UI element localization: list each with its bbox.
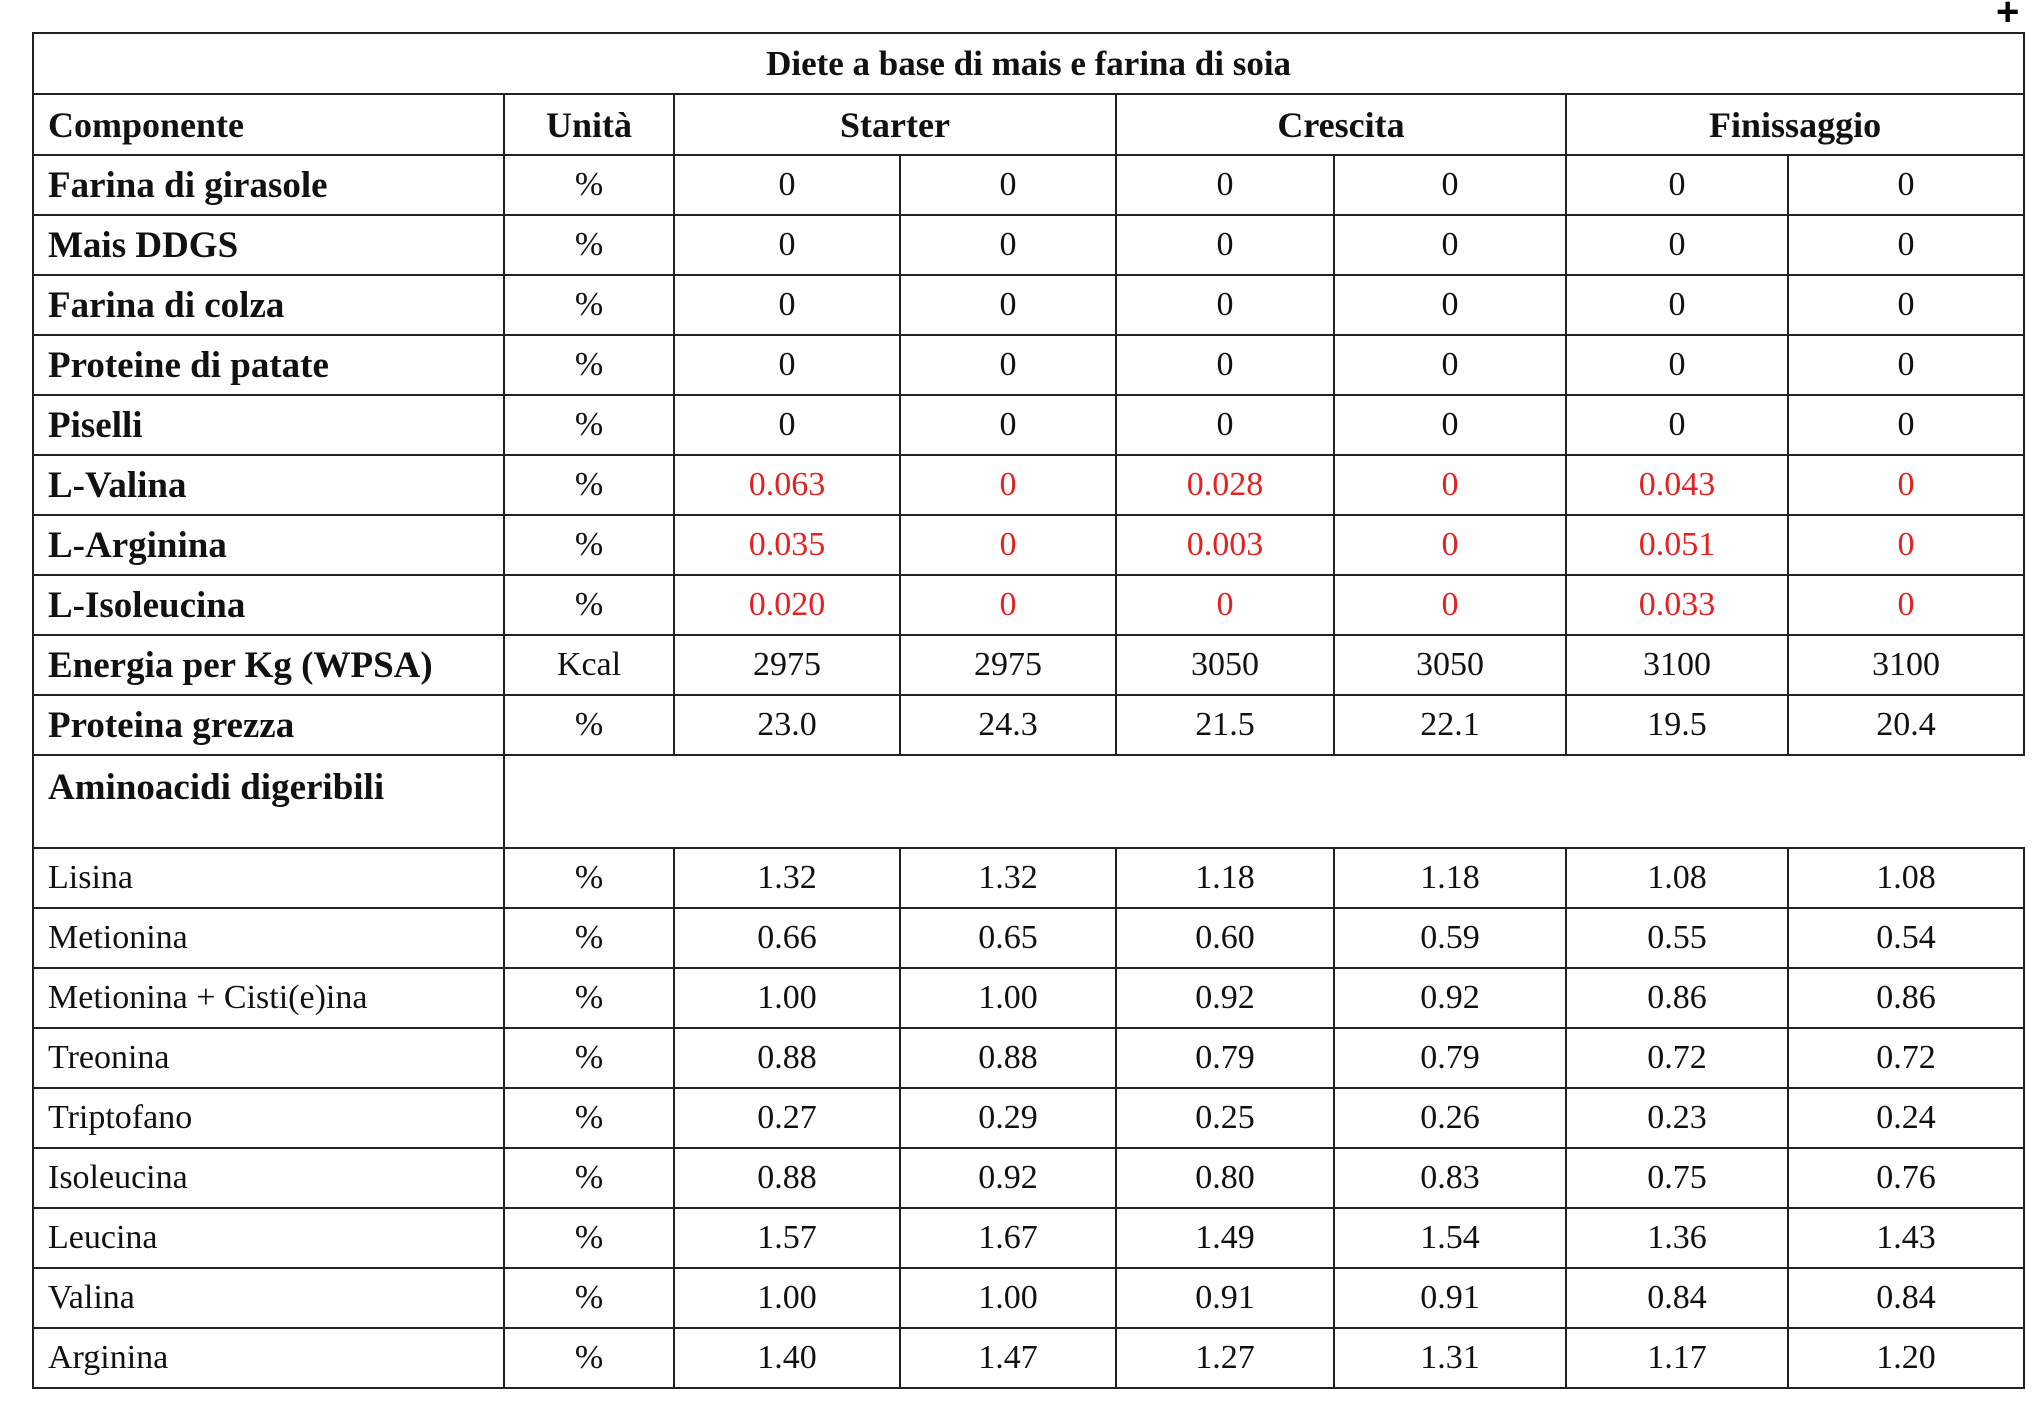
row-value: 3100: [1788, 635, 2024, 695]
row-value: 0: [1116, 215, 1334, 275]
row-value: 0: [1788, 275, 2024, 335]
row-value: 1.47: [900, 1328, 1116, 1388]
row-unit: %: [504, 215, 674, 275]
row-value: 0.91: [1334, 1268, 1566, 1328]
row-value: 1.32: [674, 848, 900, 908]
row-value: 1.40: [674, 1328, 900, 1388]
row-label: Farina di colza: [33, 275, 504, 335]
diet-table: [32, 32, 2025, 1389]
row-value: 0.92: [900, 1148, 1116, 1208]
table-row: [33, 455, 2024, 515]
row-unit: %: [504, 695, 674, 755]
row-value: 0.72: [1566, 1028, 1788, 1088]
row-value: 0.65: [900, 908, 1116, 968]
row-value: 0: [900, 455, 1116, 515]
row-value: 0: [1334, 335, 1566, 395]
row-value: 0: [900, 155, 1116, 215]
row-value: 0.003: [1116, 515, 1334, 575]
header-phase-starter: Starter: [674, 94, 1116, 155]
row-unit: Kcal: [504, 635, 674, 695]
row-value: 0.028: [1116, 455, 1334, 515]
row-value: 1.43: [1788, 1208, 2024, 1268]
row-value: 0: [1116, 155, 1334, 215]
row-value: 1.00: [674, 968, 900, 1028]
table-row: [33, 908, 2024, 968]
row-value: 2975: [674, 635, 900, 695]
row-value: 0.063: [674, 455, 900, 515]
row-label: Lisina: [33, 848, 504, 908]
row-value: 0: [1334, 455, 1566, 515]
row-label: Valina: [33, 1268, 504, 1328]
row-value: 0.27: [674, 1088, 900, 1148]
row-label: Treonina: [33, 1028, 504, 1088]
table-title: Diete a base di mais e farina di soia: [33, 33, 2024, 94]
row-unit: %: [504, 848, 674, 908]
section-blank: [504, 755, 2024, 848]
row-value: 0.88: [674, 1148, 900, 1208]
row-value: 3050: [1116, 635, 1334, 695]
row-unit: %: [504, 1088, 674, 1148]
row-value: 0: [674, 395, 900, 455]
row-unit: %: [504, 1208, 674, 1268]
row-value: 0.83: [1334, 1148, 1566, 1208]
row-value: 3100: [1566, 635, 1788, 695]
row-label: L-Valina: [33, 455, 504, 515]
table-row: [33, 968, 2024, 1028]
row-unit: %: [504, 908, 674, 968]
row-label: Mais DDGS: [33, 215, 504, 275]
table-row: [33, 1088, 2024, 1148]
row-value: 0: [1116, 275, 1334, 335]
row-value: 1.54: [1334, 1208, 1566, 1268]
row-value: 0.84: [1566, 1268, 1788, 1328]
row-value: 1.08: [1788, 848, 2024, 908]
table-row: [33, 1028, 2024, 1088]
row-value: 0.033: [1566, 575, 1788, 635]
row-value: 0.88: [900, 1028, 1116, 1088]
table-row: [33, 395, 2024, 455]
row-unit: %: [504, 335, 674, 395]
row-value: 0.29: [900, 1088, 1116, 1148]
row-value: 0: [1566, 395, 1788, 455]
row-value: 0: [1116, 335, 1334, 395]
row-unit: %: [504, 395, 674, 455]
table-row: [33, 215, 2024, 275]
row-value: 0: [900, 275, 1116, 335]
row-value: 1.57: [674, 1208, 900, 1268]
section-label: Aminoacidi digeribili: [33, 755, 504, 848]
row-value: 1.32: [900, 848, 1116, 908]
row-label: Farina di girasole: [33, 155, 504, 215]
row-value: 0.23: [1566, 1088, 1788, 1148]
row-label: Arginina: [33, 1328, 504, 1388]
row-value: 1.67: [900, 1208, 1116, 1268]
row-value: 0: [1334, 155, 1566, 215]
header-unit: Unità: [504, 94, 674, 155]
row-value: 24.3: [900, 695, 1116, 755]
row-value: 0: [1116, 395, 1334, 455]
row-value: 0.92: [1334, 968, 1566, 1028]
row-unit: %: [504, 1268, 674, 1328]
row-value: 0.86: [1788, 968, 2024, 1028]
row-value: 0.020: [674, 575, 900, 635]
table-row: [33, 155, 2024, 215]
row-value: 1.00: [674, 1268, 900, 1328]
row-value: 23.0: [674, 695, 900, 755]
row-value: 0: [1334, 395, 1566, 455]
row-unit: %: [504, 1148, 674, 1208]
row-value: 1.36: [1566, 1208, 1788, 1268]
row-label: Triptofano: [33, 1088, 504, 1148]
row-unit: %: [504, 275, 674, 335]
row-value: 0.043: [1566, 455, 1788, 515]
row-value: 0: [1566, 275, 1788, 335]
row-value: 0: [1566, 155, 1788, 215]
row-value: 1.49: [1116, 1208, 1334, 1268]
row-value: 0.26: [1334, 1088, 1566, 1148]
table-row: [33, 695, 2024, 755]
row-value: 0.91: [1116, 1268, 1334, 1328]
row-unit: %: [504, 455, 674, 515]
row-value: 0: [900, 335, 1116, 395]
row-value: 0: [1334, 275, 1566, 335]
row-value: 0: [1788, 515, 2024, 575]
row-value: 2975: [900, 635, 1116, 695]
row-value: 22.1: [1334, 695, 1566, 755]
row-value: 0.92: [1116, 968, 1334, 1028]
table-row: [33, 1328, 2024, 1388]
row-value: 0: [1566, 215, 1788, 275]
row-value: 0: [1334, 575, 1566, 635]
row-value: 0.75: [1566, 1148, 1788, 1208]
row-label: Piselli: [33, 395, 504, 455]
row-value: 0.60: [1116, 908, 1334, 968]
row-value: 0.59: [1334, 908, 1566, 968]
row-value: 1.08: [1566, 848, 1788, 908]
row-label: Proteina grezza: [33, 695, 504, 755]
row-value: 0.79: [1116, 1028, 1334, 1088]
row-value: 0: [1116, 575, 1334, 635]
row-value: 0: [674, 275, 900, 335]
table-row: [33, 635, 2024, 695]
row-value: 0: [1788, 215, 2024, 275]
row-value: 0.035: [674, 515, 900, 575]
header-component: Componente: [33, 94, 504, 155]
table-row: [33, 335, 2024, 395]
row-value: 0: [1334, 515, 1566, 575]
row-value: 1.18: [1116, 848, 1334, 908]
table-row: [33, 1148, 2024, 1208]
table-row: [33, 575, 2024, 635]
row-value: 0: [674, 335, 900, 395]
section-row: [33, 755, 2024, 848]
row-value: 0: [1788, 335, 2024, 395]
row-label: Energia per Kg (WPSA): [33, 635, 504, 695]
row-value: 0: [900, 215, 1116, 275]
row-value: 1.18: [1334, 848, 1566, 908]
add-icon[interactable]: +: [1996, 0, 2020, 34]
row-label: Metionina: [33, 908, 504, 968]
row-value: 0.86: [1566, 968, 1788, 1028]
row-value: 0: [1788, 155, 2024, 215]
row-value: 0.24: [1788, 1088, 2024, 1148]
row-value: 0.55: [1566, 908, 1788, 968]
row-value: 0.25: [1116, 1088, 1334, 1148]
row-unit: %: [504, 155, 674, 215]
row-value: 0: [1788, 575, 2024, 635]
table-row: [33, 1268, 2024, 1328]
row-label: Metionina + Cisti(e)ina: [33, 968, 504, 1028]
row-unit: %: [504, 515, 674, 575]
row-value: 0: [900, 515, 1116, 575]
row-unit: %: [504, 968, 674, 1028]
row-value: 0: [900, 575, 1116, 635]
row-value: 19.5: [1566, 695, 1788, 755]
row-unit: %: [504, 575, 674, 635]
row-value: 0: [1334, 215, 1566, 275]
row-value: 0.051: [1566, 515, 1788, 575]
table-row: [33, 1208, 2024, 1268]
row-value: 0.84: [1788, 1268, 2024, 1328]
row-value: 0: [674, 155, 900, 215]
row-value: 1.17: [1566, 1328, 1788, 1388]
row-value: 1.20: [1788, 1328, 2024, 1388]
row-unit: %: [504, 1028, 674, 1088]
row-label: Leucina: [33, 1208, 504, 1268]
row-value: 0.66: [674, 908, 900, 968]
row-value: 0: [1788, 395, 2024, 455]
table-row: [33, 275, 2024, 335]
row-value: 0.72: [1788, 1028, 2024, 1088]
row-value: 0: [1566, 335, 1788, 395]
row-value: 0.88: [674, 1028, 900, 1088]
row-value: 1.27: [1116, 1328, 1334, 1388]
row-value: 21.5: [1116, 695, 1334, 755]
row-label: Isoleucina: [33, 1148, 504, 1208]
row-value: 1.00: [900, 968, 1116, 1028]
header-phase-crescita: Crescita: [1116, 94, 1566, 155]
row-value: 0.80: [1116, 1148, 1334, 1208]
table-row: [33, 515, 2024, 575]
row-value: 0.54: [1788, 908, 2024, 968]
row-label: Proteine di patate: [33, 335, 504, 395]
header-phase-finissaggio: Finissaggio: [1566, 94, 2024, 155]
table-row: [33, 848, 2024, 908]
row-value: 0: [1788, 455, 2024, 515]
row-value: 0.76: [1788, 1148, 2024, 1208]
row-unit: %: [504, 1328, 674, 1388]
row-label: L-Isoleucina: [33, 575, 504, 635]
row-label: L-Arginina: [33, 515, 504, 575]
row-value: 0: [900, 395, 1116, 455]
row-value: 3050: [1334, 635, 1566, 695]
row-value: 1.00: [900, 1268, 1116, 1328]
row-value: 0: [674, 215, 900, 275]
row-value: 1.31: [1334, 1328, 1566, 1388]
row-value: 0.79: [1334, 1028, 1566, 1088]
row-value: 20.4: [1788, 695, 2024, 755]
